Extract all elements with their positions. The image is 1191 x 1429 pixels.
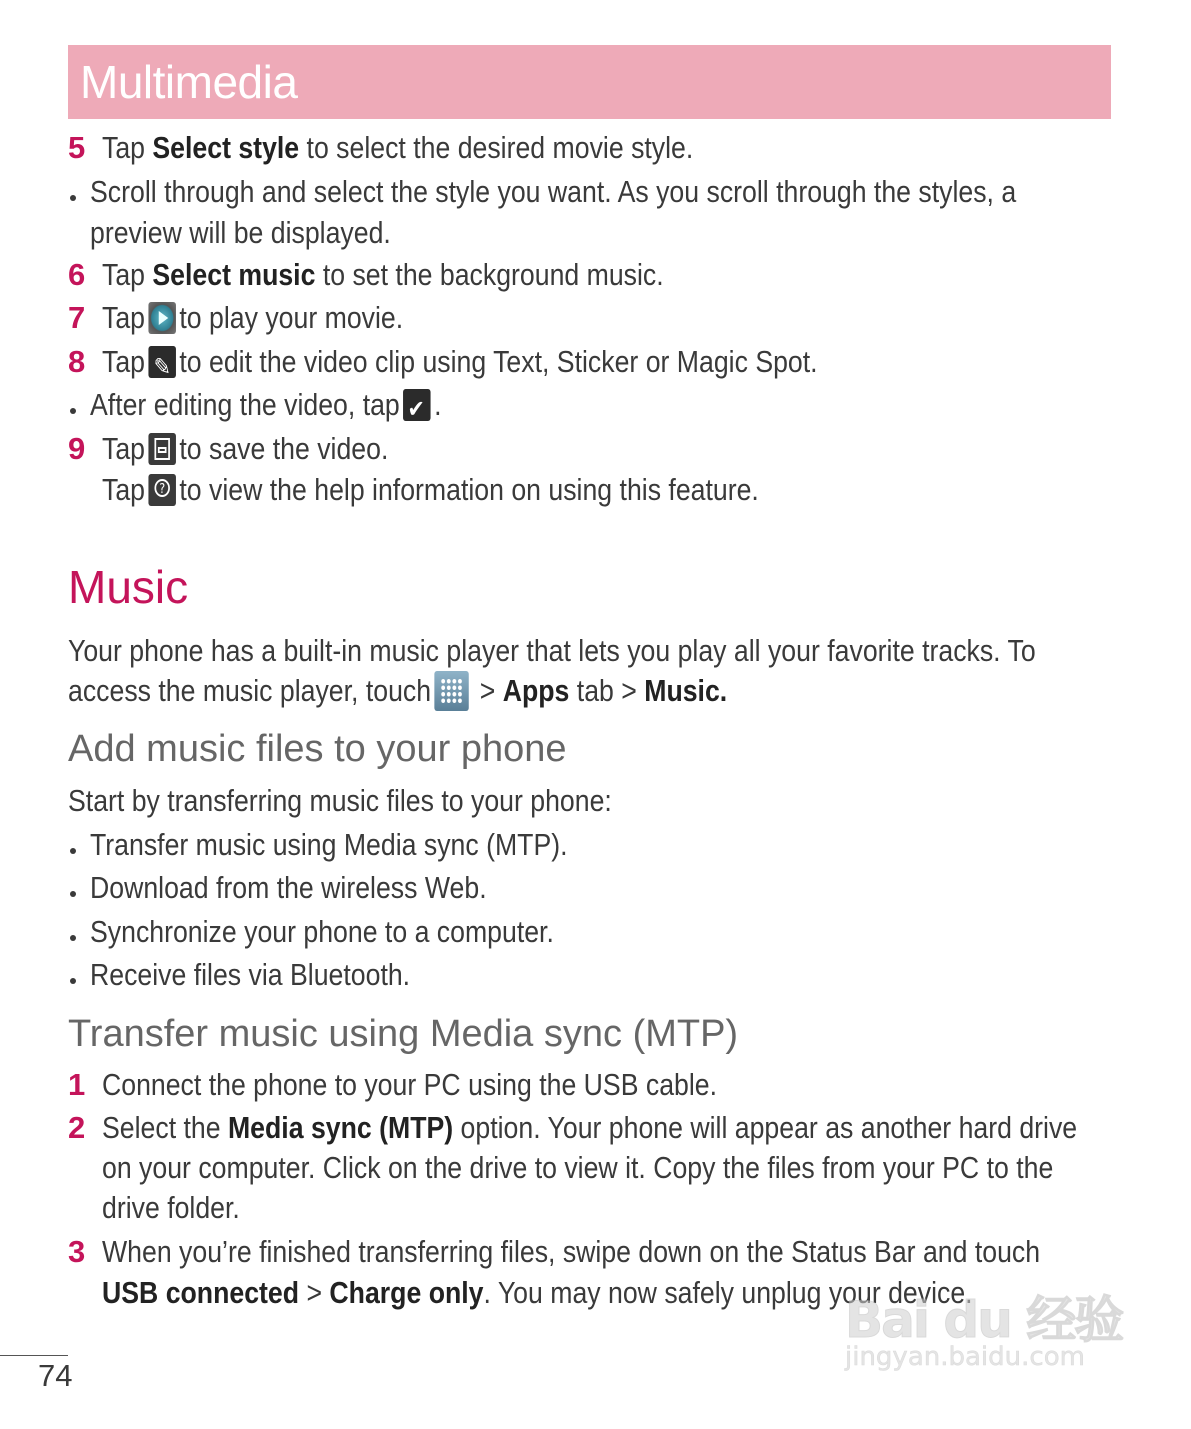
step-number: 9: [68, 431, 86, 466]
section-title: Multimedia: [80, 56, 298, 108]
watermark-url: jingyan.baidu.com: [845, 1342, 1085, 1372]
music-intro-continued: access the music player, touch > Apps tab > Music.: [68, 671, 727, 711]
edit-icon: [148, 346, 176, 378]
watermark-logo: Bai du 经验: [845, 1291, 1123, 1349]
music-intro: Your phone has a built-in music player that lets you play all your favorite tracks. To: [68, 633, 1036, 668]
subheading-mtp: Transfer music using Media sync (MTP): [68, 1013, 739, 1055]
bullet-text-continued: preview will be displayed.: [90, 215, 391, 250]
step-text: When you’re finished transferring files, swipe down on the Status Bar and touch: [102, 1234, 1041, 1269]
add-files-lead: Start by transferring music files to your phone:: [68, 783, 612, 818]
list-item: Download from the wireless Web.: [90, 870, 487, 905]
apps-grid-icon: [434, 671, 468, 711]
baidu-watermark: [845, 1280, 1125, 1380]
step-text-continued: drive folder.: [102, 1190, 240, 1225]
help-icon: [148, 474, 176, 506]
bullet-dot: [70, 408, 76, 414]
bullet-text: Scroll through and select the style you want. As you scroll through the styles, a: [90, 174, 1017, 209]
step-text: Connect the phone to your PC using the USB cable.: [102, 1067, 718, 1102]
step-number: 1: [68, 1067, 86, 1102]
save-icon: [148, 433, 176, 465]
bullet-dot: [70, 195, 76, 201]
list-item: Receive files via Bluetooth.: [90, 957, 411, 992]
bullet-dot: [70, 891, 76, 897]
play-icon: [148, 302, 176, 334]
step-number: 5: [68, 130, 86, 165]
list-item: Synchronize your phone to a computer.: [90, 914, 554, 949]
step-text: Tap Select style to select the desired movie style.: [102, 130, 694, 165]
step-text: Tap to play your movie.: [102, 300, 404, 335]
step-text-continued: USB connected > Charge only. You may now safely unplug your device.: [102, 1275, 973, 1310]
bullet-dot: [70, 935, 76, 941]
step-number: 7: [68, 300, 86, 335]
step-text: Tap Select music to set the background music.: [102, 257, 664, 292]
music-heading: Music: [68, 561, 189, 613]
step-number: 2: [68, 1110, 86, 1145]
step-number: 8: [68, 344, 86, 379]
bullet-dot: [70, 848, 76, 854]
step-text: Tap to save the video.: [102, 431, 389, 466]
step-number: 6: [68, 257, 86, 292]
checkmark-icon: [403, 389, 431, 421]
footer-rule: [0, 1355, 68, 1356]
step-text-continued: on your computer. Click on the drive to view it. Copy the files from your PC to the: [102, 1150, 1054, 1185]
section-banner: [68, 45, 1111, 119]
subheading-add-music: Add music files to your phone: [68, 728, 567, 770]
step-text: Tap✎ to edit the video clip using Text, Sticker or Magic Spot.: [102, 342, 818, 382]
step-text-continued: Tap? to view the help information on using this feature.: [102, 470, 759, 510]
bullet-dot: [70, 978, 76, 984]
page-number: 74: [38, 1358, 73, 1393]
bullet-text: After editing the video, tap✔ .: [90, 385, 442, 425]
step-text: Select the Media sync (MTP) option. Your phone will appear as another hard drive: [102, 1110, 1078, 1145]
list-item: Transfer music using Media sync (MTP).: [90, 827, 568, 862]
step-number: 3: [68, 1234, 86, 1269]
